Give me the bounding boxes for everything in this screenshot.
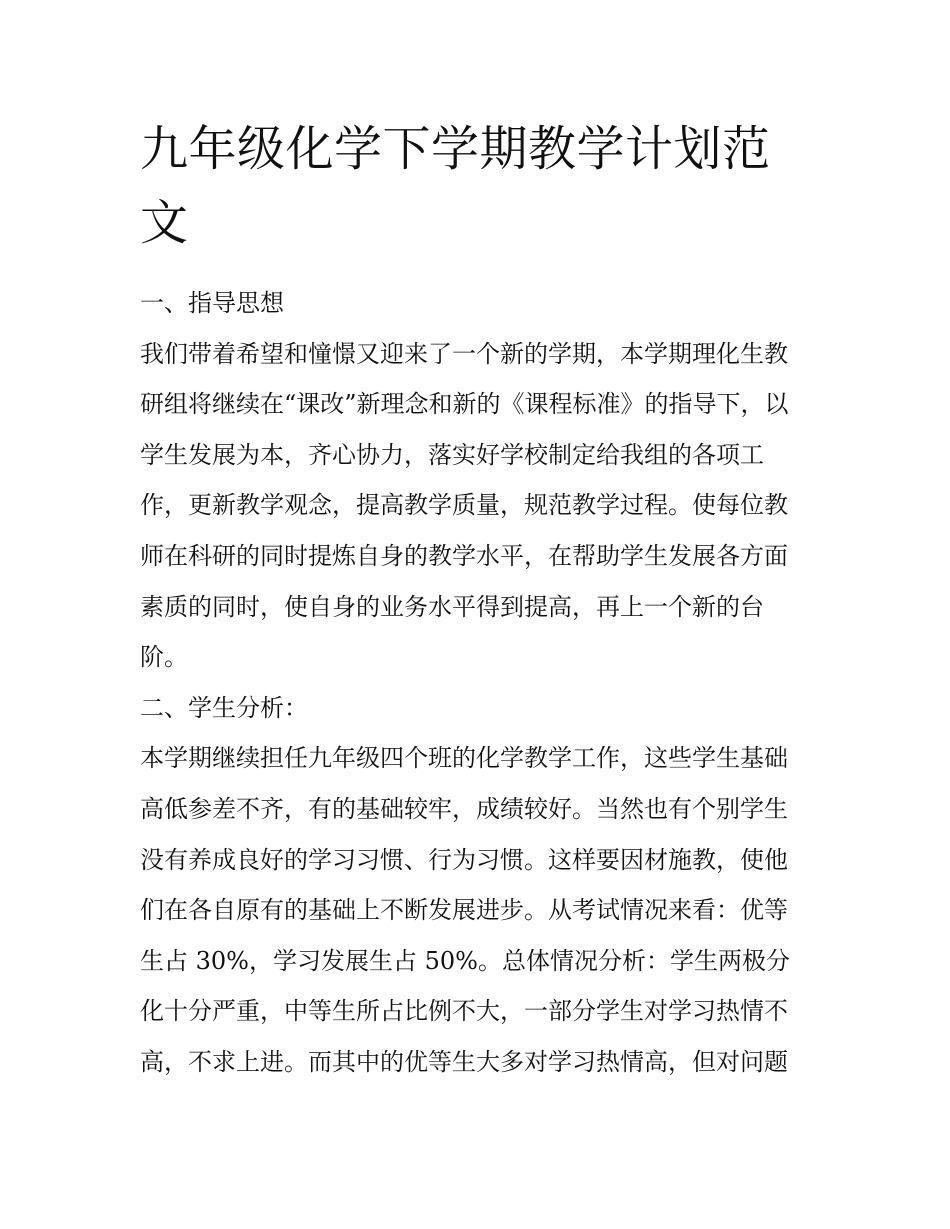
paragraph-line: 师在科研的同时提炼自身的教学水平，在帮助学生发展各方面 [140, 541, 788, 570]
paragraph-line: 学生发展为本，齐心协力，落实好学校制定给我组的各项工 [140, 440, 764, 469]
paragraph-line: 高，不求上进。而其中的优等生大多对学习热情高，但对问题 [140, 1047, 788, 1076]
paragraph-line: 们在各自原有的基础上不断发展进步。从考试情况来看：优等 [140, 896, 788, 925]
title-line-1: 九年级化学下学期教学计划范 [140, 121, 771, 177]
paragraph-line: 没有养成良好的学习习惯、行为习惯。这样要因材施教，使他 [140, 845, 788, 874]
document-body [140, 278, 820, 1088]
paragraph-line: 化十分严重，中等生所占比例不大，一部分学生对学习热情不 [140, 997, 788, 1026]
paragraph-line: 素质的同时，使自身的业务水平得到提高，再上一个新的台 [140, 592, 764, 621]
section-heading-student-analysis: 二、学生分析： [140, 693, 308, 722]
paragraph-line: 作，更新教学观念，提高教学质量，规范教学过程。使每位教 [140, 491, 788, 520]
paragraph-line: 阶。 [140, 643, 188, 672]
paragraph-line: 生占 30%，学习发展生占 50%。总体情况分析：学生两极分 [140, 946, 790, 975]
section-heading-guiding-thought: 一、指导思想 [140, 289, 284, 317]
paragraph-line: 高低参差不齐，有的基础较牢，成绩较好。当然也有个别学生 [140, 794, 788, 823]
paragraph-line: 研组将继续在“课改”新理念和新的《课程标准》的指导下，以 [140, 390, 789, 419]
title-line-2: 文 [140, 195, 189, 251]
document-title [140, 112, 820, 260]
paragraph-line: 我们带着希望和憧憬又迎来了一个新的学期，本学期理化生教 [140, 339, 788, 368]
paragraph-line: 本学期继续担任九年级四个班的化学教学工作，这些学生基础 [140, 744, 788, 773]
